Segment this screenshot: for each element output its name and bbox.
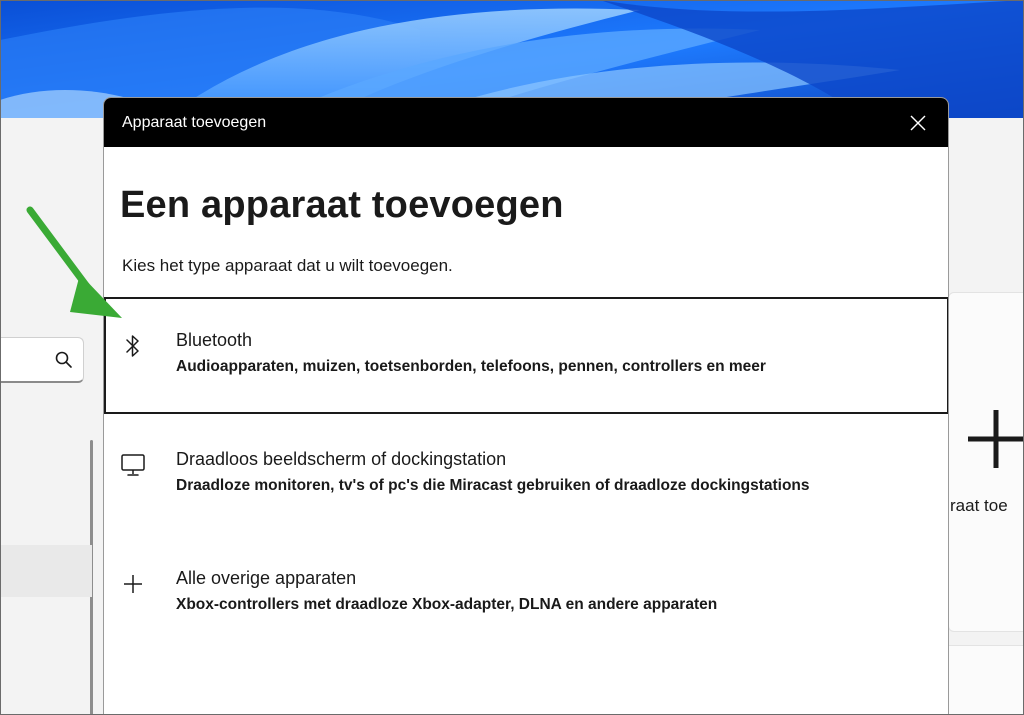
option-wireless-display[interactable] — [104, 416, 949, 533]
settings-nav-selected-item[interactable] — [0, 545, 92, 597]
plus-icon — [120, 571, 146, 597]
option-other-devices[interactable] — [104, 535, 949, 652]
option-description: Draadloze monitoren, tv's of pc's die Miracast gebruiken of draadloze dockingstations — [176, 477, 810, 494]
option-description: Audioapparaten, muizen, toetsenborden, telefoons, pennen, controllers en meer — [176, 358, 766, 375]
option-title: Bluetooth — [176, 330, 253, 350]
option-bluetooth[interactable] — [104, 297, 949, 414]
add-device-dialog — [103, 97, 949, 715]
dialog-titlebar — [104, 98, 948, 147]
close-icon — [909, 114, 927, 132]
monitor-icon — [120, 452, 146, 478]
option-description: Xbox-controllers met draadloze Xbox-adapter, DLNA en andere apparaten — [176, 596, 718, 613]
dialog-window-title: Apparaat toevoegen — [122, 113, 267, 131]
dialog-heading: Een apparaat toevoegen — [120, 184, 564, 226]
bluetooth-icon — [120, 333, 146, 359]
option-title: Alle overige apparaten — [176, 568, 357, 588]
settings-card — [948, 645, 1024, 715]
close-button[interactable] — [906, 111, 930, 135]
annotation-arrow — [14, 200, 134, 330]
search-icon — [54, 350, 74, 370]
option-title: Draadloos beeldscherm of dockingstation — [176, 449, 507, 469]
add-device-tile-label: raat toe — [950, 496, 1008, 515]
plus-icon — [966, 404, 1024, 474]
dialog-subheading: Kies het type apparaat dat u wilt toevoegen. — [122, 256, 453, 275]
